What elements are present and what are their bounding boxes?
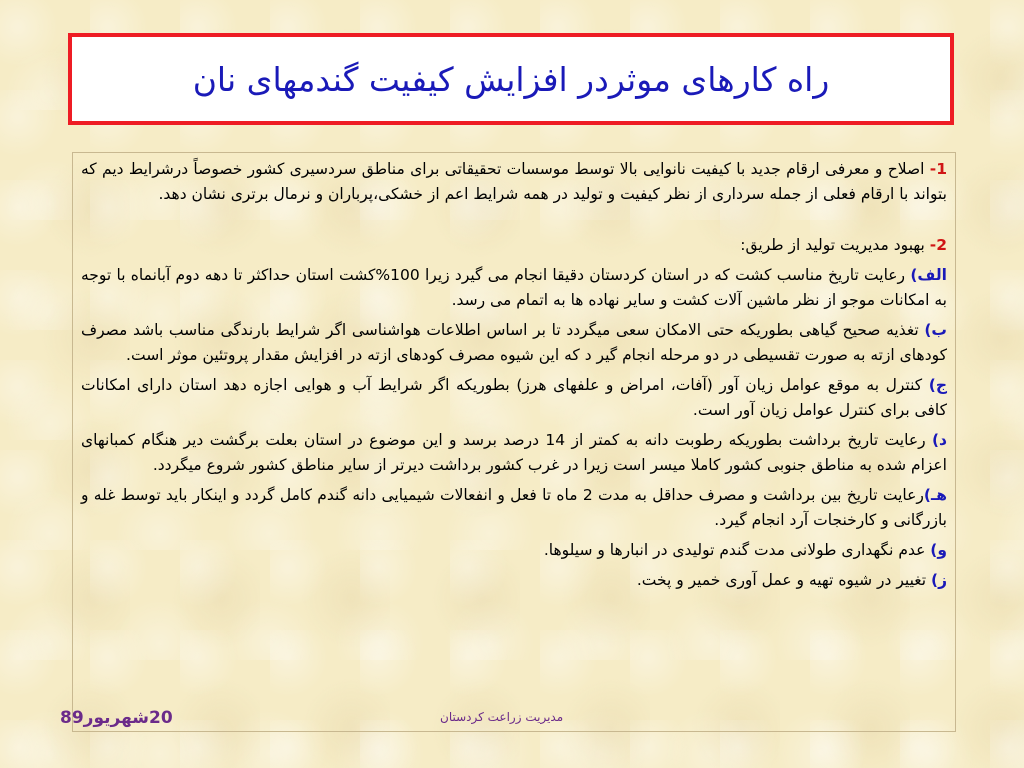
paragraph-jim [81,373,947,423]
paragraph-dal [81,428,947,478]
paragraph-marker: 1- [929,160,947,178]
paragraph-1 [81,157,947,207]
footer-organization: مدیریت زراعت کردستان [440,710,564,724]
paragraph-text: عدم نگهداری طولانی مدت گندم تولیدی در انبارها و سیلوها. [543,541,931,559]
paragraph-be [81,318,947,368]
paragraph-vav [81,538,947,563]
paragraph-he [81,483,947,533]
paragraph-marker: الف) [910,266,947,284]
paragraph-marker: هـ) [923,486,947,504]
paragraph-marker: ج) [928,376,947,394]
slide-title: راه کارهای موثردر افزایش کیفیت گندمهای نان [192,59,830,99]
paragraph-ze [81,568,947,593]
paragraph-2 [81,233,947,258]
paragraph-text: کنترل به موقع عوامل زیان آور (آفات، امراض و علفهای هرز) بطوریکه اگر شرایط آب و هوایی اجازه دهد استان دارای امکانات کافی برای کنترل عوامل زیان آور است. [81,376,947,419]
paragraph-alef [81,263,947,313]
paragraph-marker: د) [931,431,947,449]
paragraph-marker: و) [930,541,947,559]
footer-date: 20شهریور89 [60,708,173,728]
paragraph-text: اصلاح و معرفی ارقام جدید با کیفیت نانوایی بالا توسط موسسات تحقیقاتی برای مناطق سردسیری کشور خصوصاً درشرایط دیم که بتواند با ارقام فعلی از جمله سرداری از نظر کیفیت و تولید در همه شرایط اعم از خشکی،پرباران و نرمال برتری نشان دهد. [81,160,947,203]
paragraph-marker: 2- [929,236,947,254]
title-box [68,33,954,125]
paragraph-marker: ز) [930,571,947,589]
paragraph-text: تغییر در شیوه تهیه و عمل آوری خمیر و پخت. [636,571,931,589]
paragraph-text: تغذیه صحیح گیاهی بطوریکه حتی الامکان سعی میگردد تا بر اساس اطلاعات هواشناسی اگر شرایط بارندگی مناسب باشد مصرف کودهای ازته به صورت تقسیطی در دو مرحله انجام گیر د که این شیوه مصرف کودهای ازته در افزایش مقدار پروتئین موثر است. [81,321,947,364]
paragraph-text: بهبود مدیریت تولید از طریق: [740,236,930,254]
content-box [72,152,956,732]
paragraph-text: رعایت تاریخ مناسب کشت که در استان کردستان دقیقا انجام می گیرد زیرا 100%کشت استان حداکثر تا دهه دوم آبانماه با توجه به امکانات موجو از نظر ماشین آلات کشت و سایر نهاده ها به اتمام می رسد. [81,266,947,309]
paragraph-text: رعایت تاریخ برداشت بطوریکه رطوبت دانه به کمتر از 14 درصد برسد و این موضوع در استان بعلت برگشت دیر هنگام کمبانهای اعزام شده به مناطق جنوبی کشور کاملا میسر است زیرا در غرب کشور برداشت دیرتر از سایر مناطق کشور شروع میگردد. [81,431,947,474]
paragraph-marker: ب) [924,321,947,339]
paragraph-text: رعایت تاریخ بین برداشت و مصرف حداقل به مدت 2 ماه تا فعل و انفعالات شیمیایی دانه گندم کامل گردد و اینکار باید توسط غله و بازرگانی و کارخنجات آرد انجام گیرد. [81,486,947,529]
